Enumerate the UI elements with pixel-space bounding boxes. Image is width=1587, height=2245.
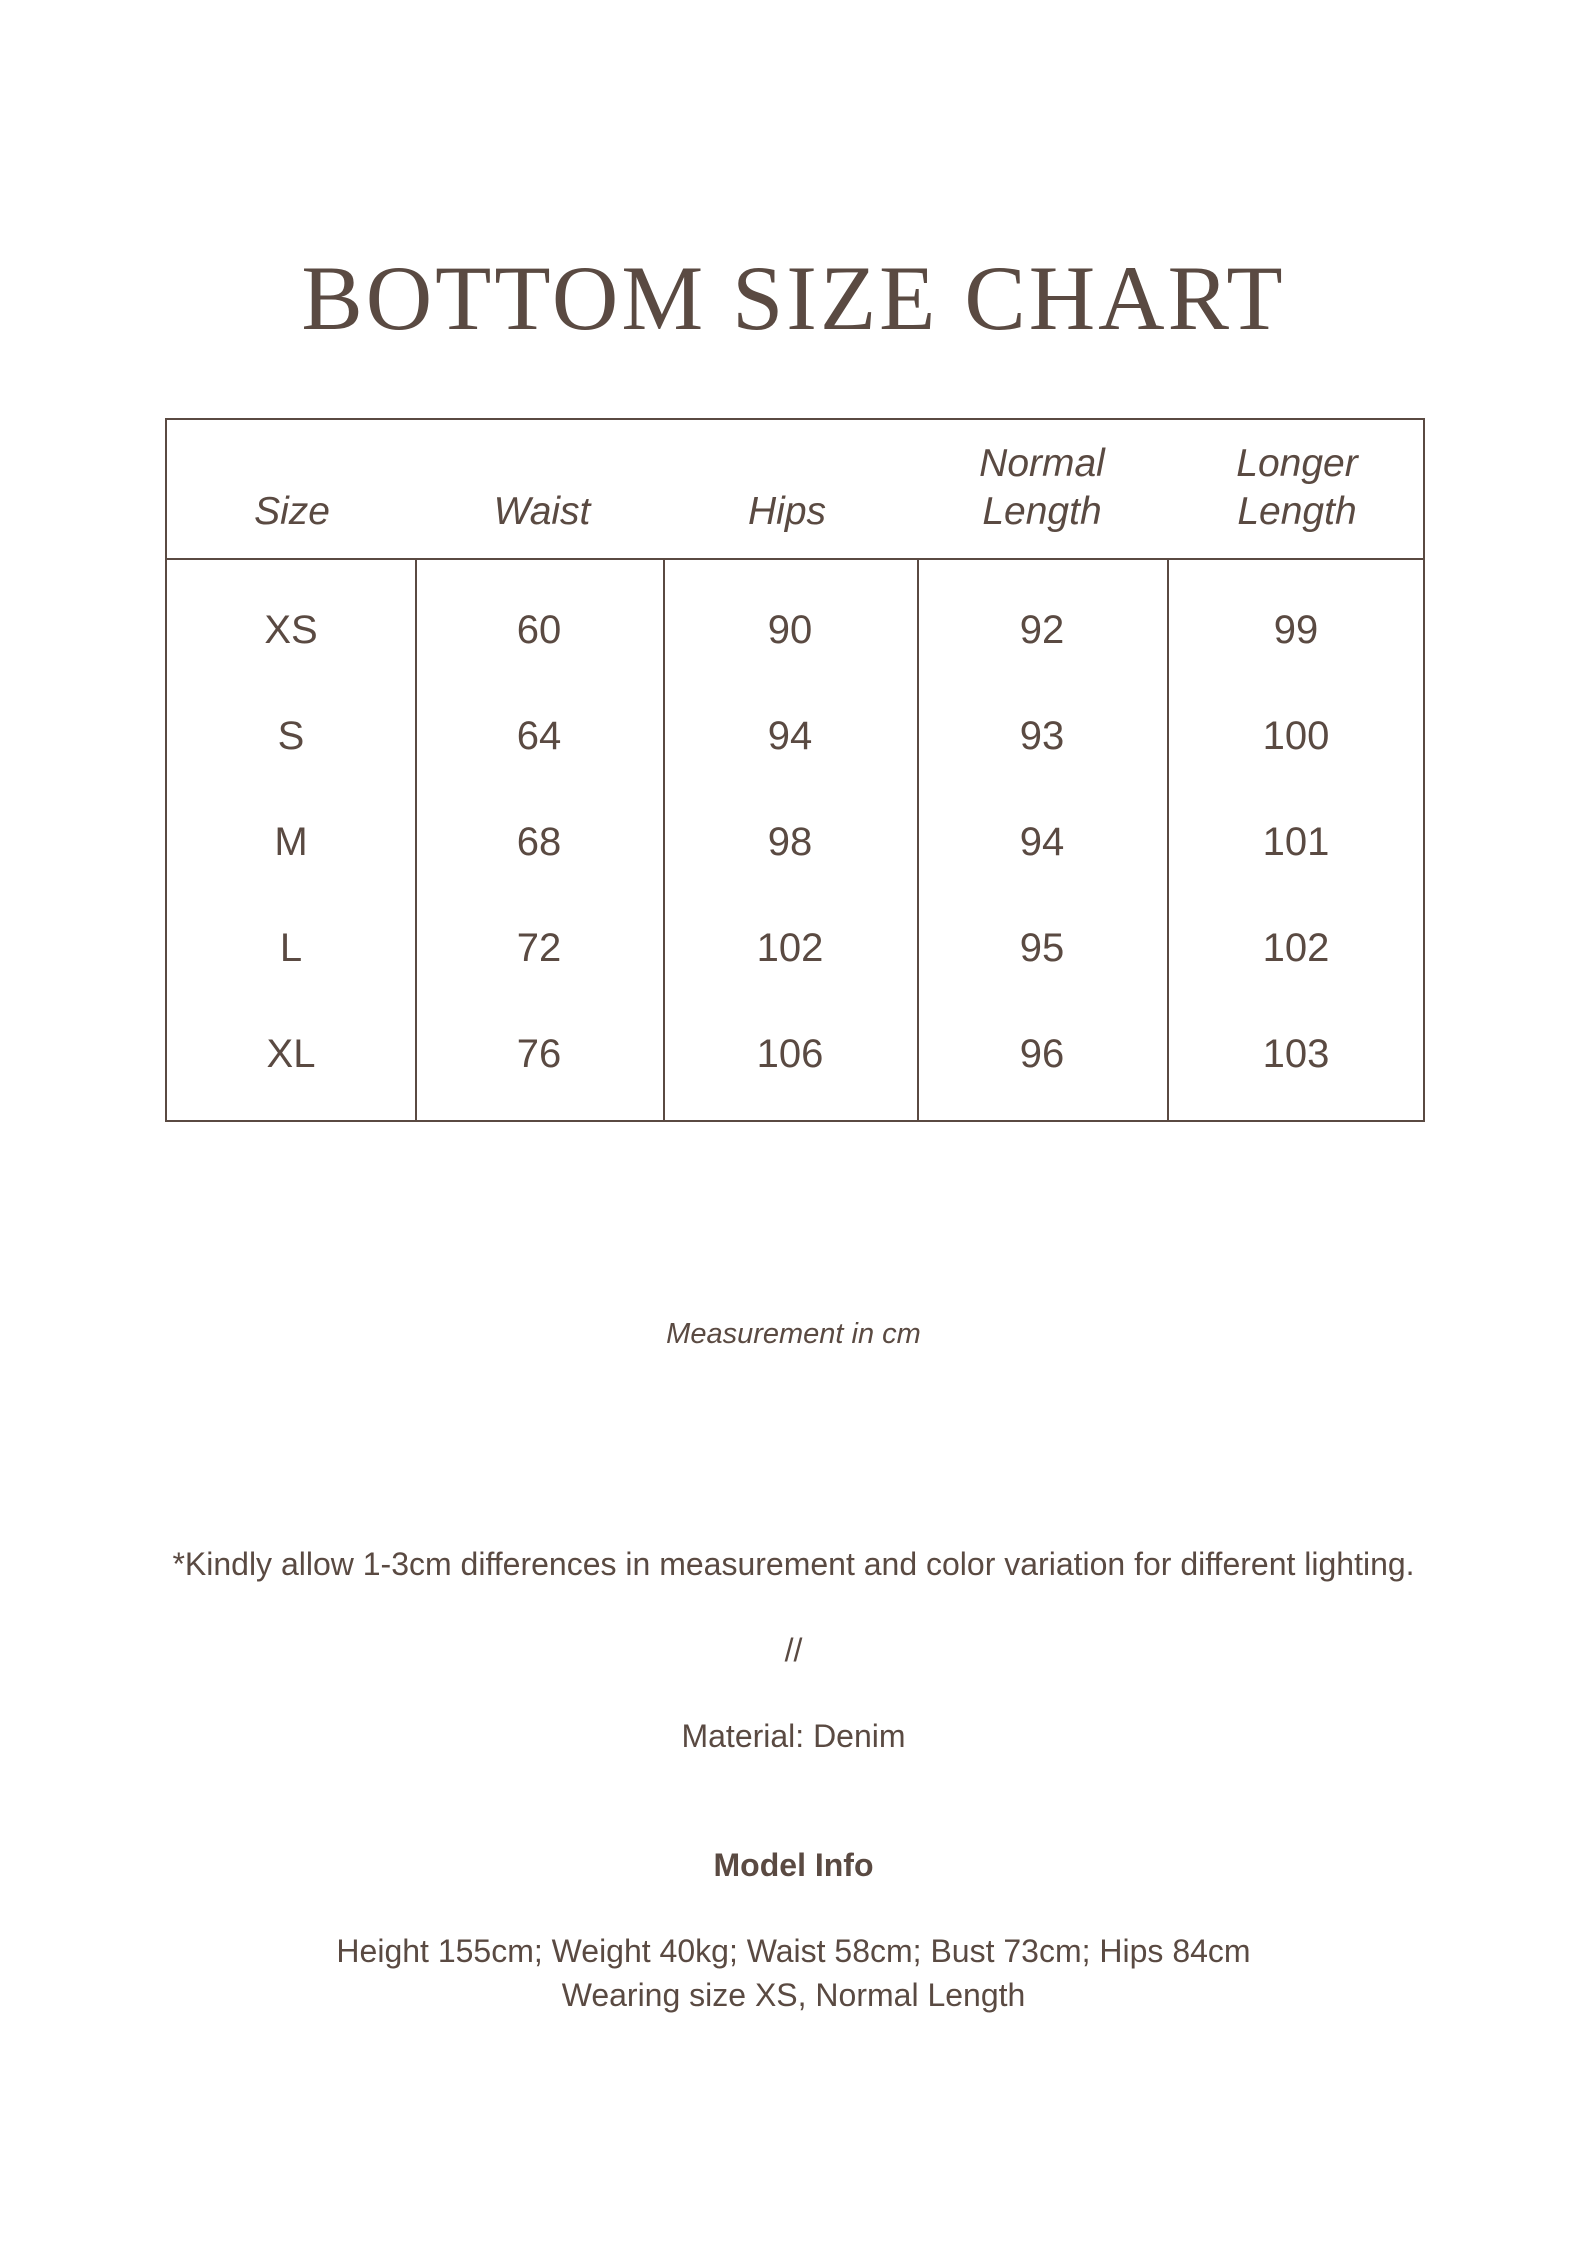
header-label-line1: Longer [1236,442,1358,485]
page-title: BOTTOM SIZE CHART [301,247,1286,349]
measurement-note: Measurement in cm [666,1318,921,1350]
cell-normal-length: 95 [1019,926,1065,970]
model-info-heading: Model Info [713,1847,874,1883]
cell-longer-length: 100 [1262,714,1330,758]
cell-normal-length: 93 [1019,714,1065,758]
cell-longer-length: 103 [1262,1032,1330,1076]
cell-longer-length: 99 [1273,608,1319,652]
header-size [172,488,412,536]
cell-hips: 106 [756,1032,824,1076]
header-label-line2: Length [1237,490,1357,533]
cell-hips: 98 [767,820,813,864]
cell-waist: 60 [516,608,562,652]
header-waist [422,488,662,536]
header-normal-length [917,440,1167,536]
cell-size: M [274,820,308,864]
separator: // [784,1632,803,1668]
cell-size: L [279,926,303,970]
header-label: Waist [493,490,591,533]
table-header-row [167,420,1423,560]
header-hips [667,488,907,536]
header-label-line1: Normal [979,442,1105,485]
cell-waist: 76 [516,1032,562,1076]
cell-hips: 102 [756,926,824,970]
header-label: Hips [747,490,827,533]
model-info-wearing: Wearing size XS, Normal Length [561,1977,1026,2013]
cell-hips: 90 [767,608,813,652]
header-label: Size [254,490,330,533]
cell-size: XS [264,608,318,652]
header-longer-length [1172,440,1422,536]
cell-normal-length: 96 [1019,1032,1065,1076]
cell-hips: 94 [767,714,813,758]
cell-longer-length: 102 [1262,926,1330,970]
disclaimer-text: *Kindly allow 1-3cm differences in measurement and color variation for different lighting. [172,1546,1415,1582]
size-chart-table [165,418,1425,1122]
material-text: Material: Denim [681,1718,906,1754]
model-info-measurements: Height 155cm; Weight 40kg; Waist 58cm; Bust 73cm; Hips 84cm [336,1933,1251,1969]
cell-normal-length: 94 [1019,820,1065,864]
cell-waist: 64 [516,714,562,758]
cell-longer-length: 101 [1262,820,1330,864]
cell-waist: 68 [516,820,562,864]
header-label-line2: Length [982,490,1102,533]
cell-size: S [277,714,305,758]
cell-normal-length: 92 [1019,608,1065,652]
cell-size: XL [266,1032,316,1076]
cell-waist: 72 [516,926,562,970]
